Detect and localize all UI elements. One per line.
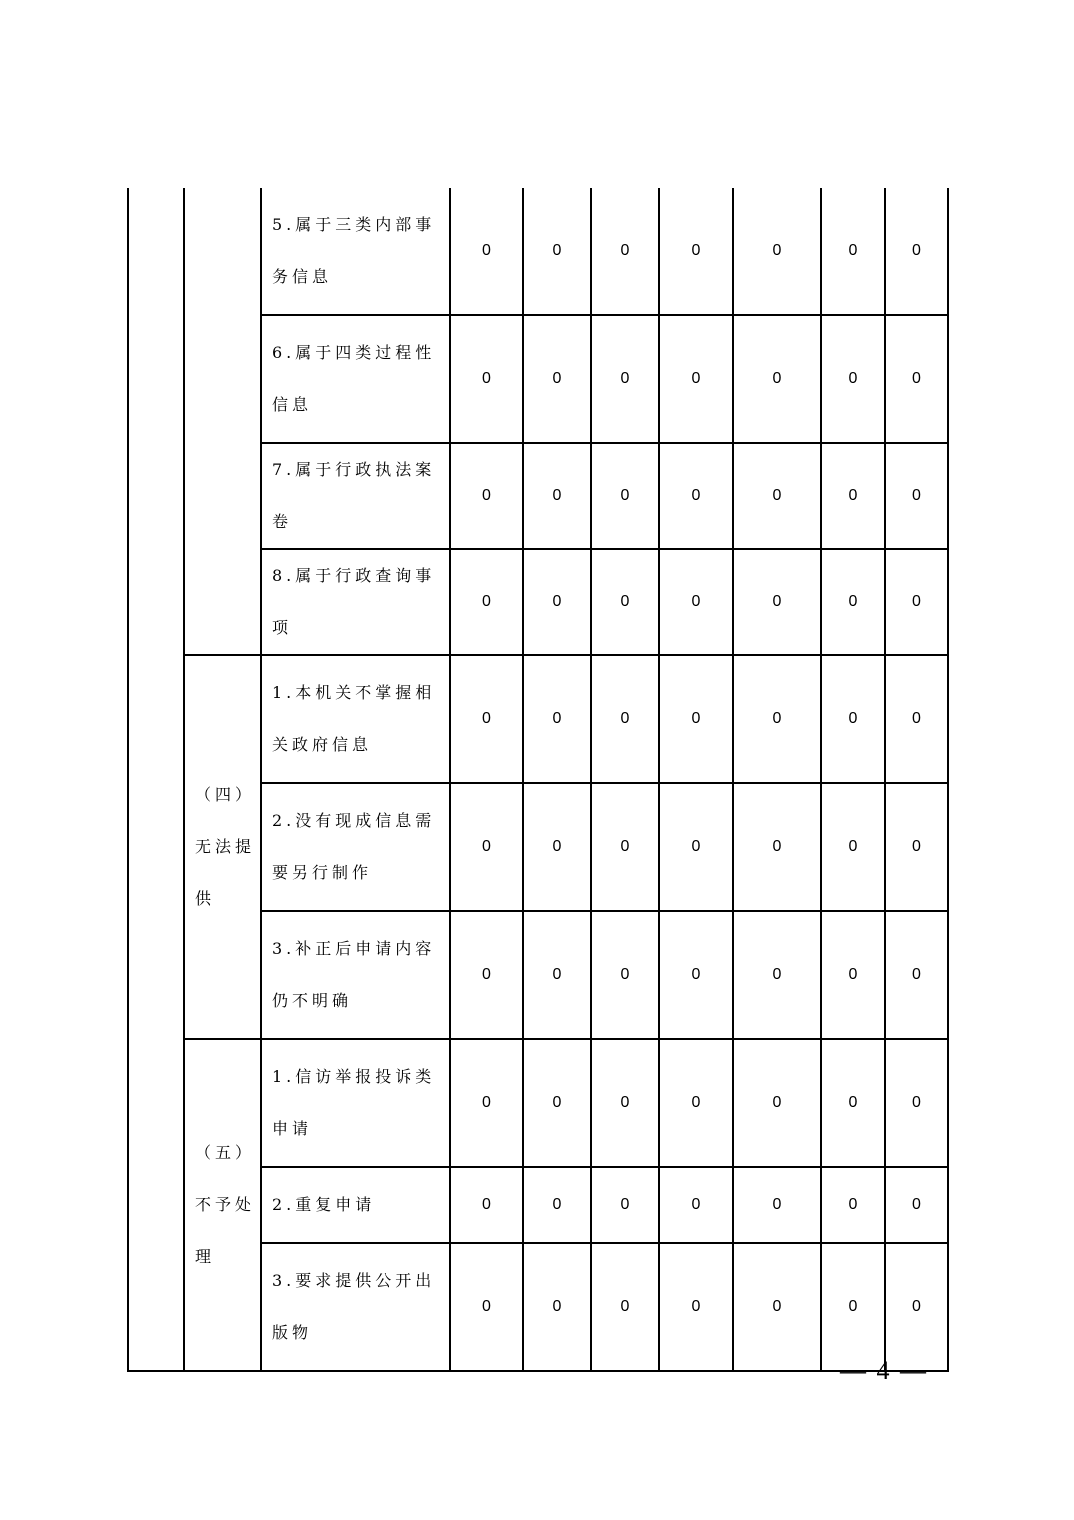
value-cell: 0 bbox=[885, 1167, 948, 1243]
value-cell: 0 bbox=[821, 443, 885, 549]
value-cell: 0 bbox=[659, 315, 733, 443]
value-cell: 0 bbox=[821, 315, 885, 443]
value-cell: 0 bbox=[821, 188, 885, 315]
value-cell: 0 bbox=[450, 549, 523, 655]
value-cell: 0 bbox=[733, 655, 821, 783]
value-cell: 0 bbox=[450, 655, 523, 783]
value-cell: 0 bbox=[591, 911, 659, 1039]
value-cell: 0 bbox=[659, 443, 733, 549]
value-cell: 0 bbox=[733, 188, 821, 315]
value-cell: 0 bbox=[821, 1039, 885, 1167]
table-row bbox=[128, 1039, 948, 1167]
value-cell: 0 bbox=[659, 911, 733, 1039]
value-cell: 0 bbox=[659, 188, 733, 315]
value-cell: 0 bbox=[885, 783, 948, 911]
value-cell: 0 bbox=[591, 549, 659, 655]
value-cell: 0 bbox=[523, 1243, 591, 1371]
row-label: 8.属于行政查询事项 bbox=[261, 549, 450, 655]
row-label: 2.重复申请 bbox=[261, 1167, 450, 1243]
value-cell: 0 bbox=[450, 911, 523, 1039]
value-cell: 0 bbox=[523, 783, 591, 911]
value-cell: 0 bbox=[523, 443, 591, 549]
value-cell: 0 bbox=[821, 911, 885, 1039]
value-cell: 0 bbox=[659, 1243, 733, 1371]
value-cell: 0 bbox=[523, 1167, 591, 1243]
value-cell: 0 bbox=[885, 549, 948, 655]
value-cell: 0 bbox=[450, 1167, 523, 1243]
table-row bbox=[128, 188, 948, 315]
value-cell: 0 bbox=[591, 783, 659, 911]
value-cell: 0 bbox=[591, 188, 659, 315]
value-cell: 0 bbox=[885, 315, 948, 443]
value-cell: 0 bbox=[450, 1243, 523, 1371]
row-label: 1.本机关不掌握相关政府信息 bbox=[261, 655, 450, 783]
row-label: 3.要求提供公开出版物 bbox=[261, 1243, 450, 1371]
row-label: 1.信访举报投诉类申请 bbox=[261, 1039, 450, 1167]
category-cell bbox=[184, 188, 261, 655]
outer-category-cell bbox=[128, 188, 184, 1371]
value-cell: 0 bbox=[821, 549, 885, 655]
value-cell: 0 bbox=[659, 549, 733, 655]
value-cell: 0 bbox=[523, 1039, 591, 1167]
value-cell: 0 bbox=[591, 1039, 659, 1167]
value-cell: 0 bbox=[733, 911, 821, 1039]
value-cell: 0 bbox=[659, 655, 733, 783]
value-cell: 0 bbox=[659, 1039, 733, 1167]
value-cell: 0 bbox=[523, 911, 591, 1039]
value-cell: 0 bbox=[821, 783, 885, 911]
value-cell: 0 bbox=[821, 1167, 885, 1243]
value-cell: 0 bbox=[523, 549, 591, 655]
value-cell: 0 bbox=[591, 655, 659, 783]
value-cell: 0 bbox=[885, 911, 948, 1039]
value-cell: 0 bbox=[885, 1243, 948, 1371]
value-cell: 0 bbox=[591, 1167, 659, 1243]
results-table-container bbox=[127, 188, 947, 1372]
category-cell: （四）无法提供 bbox=[184, 655, 261, 1039]
value-cell: 0 bbox=[523, 315, 591, 443]
value-cell: 0 bbox=[523, 188, 591, 315]
category-cell: （五）不予处理 bbox=[184, 1039, 261, 1371]
value-cell: 0 bbox=[733, 549, 821, 655]
value-cell: 0 bbox=[733, 315, 821, 443]
value-cell: 0 bbox=[885, 188, 948, 315]
value-cell: 0 bbox=[733, 443, 821, 549]
value-cell: 0 bbox=[659, 783, 733, 911]
value-cell: 0 bbox=[821, 655, 885, 783]
value-cell: 0 bbox=[523, 655, 591, 783]
row-label: 7.属于行政执法案卷 bbox=[261, 443, 450, 549]
value-cell: 0 bbox=[733, 1167, 821, 1243]
value-cell: 0 bbox=[733, 1039, 821, 1167]
value-cell: 0 bbox=[450, 188, 523, 315]
value-cell: 0 bbox=[733, 783, 821, 911]
row-label: 5.属于三类内部事务信息 bbox=[261, 188, 450, 315]
value-cell: 0 bbox=[591, 1243, 659, 1371]
value-cell: 0 bbox=[885, 443, 948, 549]
value-cell: 0 bbox=[591, 443, 659, 549]
row-label: 3.补正后申请内容仍不明确 bbox=[261, 911, 450, 1039]
row-label: 6.属于四类过程性信息 bbox=[261, 315, 450, 443]
value-cell: 0 bbox=[450, 1039, 523, 1167]
value-cell: 0 bbox=[885, 1039, 948, 1167]
row-label: 2.没有现成信息需要另行制作 bbox=[261, 783, 450, 911]
value-cell: 0 bbox=[450, 315, 523, 443]
value-cell: 0 bbox=[450, 443, 523, 549]
value-cell: 0 bbox=[821, 1243, 885, 1371]
value-cell: 0 bbox=[885, 655, 948, 783]
value-cell: 0 bbox=[733, 1243, 821, 1371]
value-cell: 0 bbox=[591, 315, 659, 443]
results-table bbox=[127, 188, 949, 1372]
value-cell: 0 bbox=[450, 783, 523, 911]
value-cell: 0 bbox=[659, 1167, 733, 1243]
page-number: — 4 — bbox=[840, 1356, 928, 1385]
table-row bbox=[128, 655, 948, 783]
